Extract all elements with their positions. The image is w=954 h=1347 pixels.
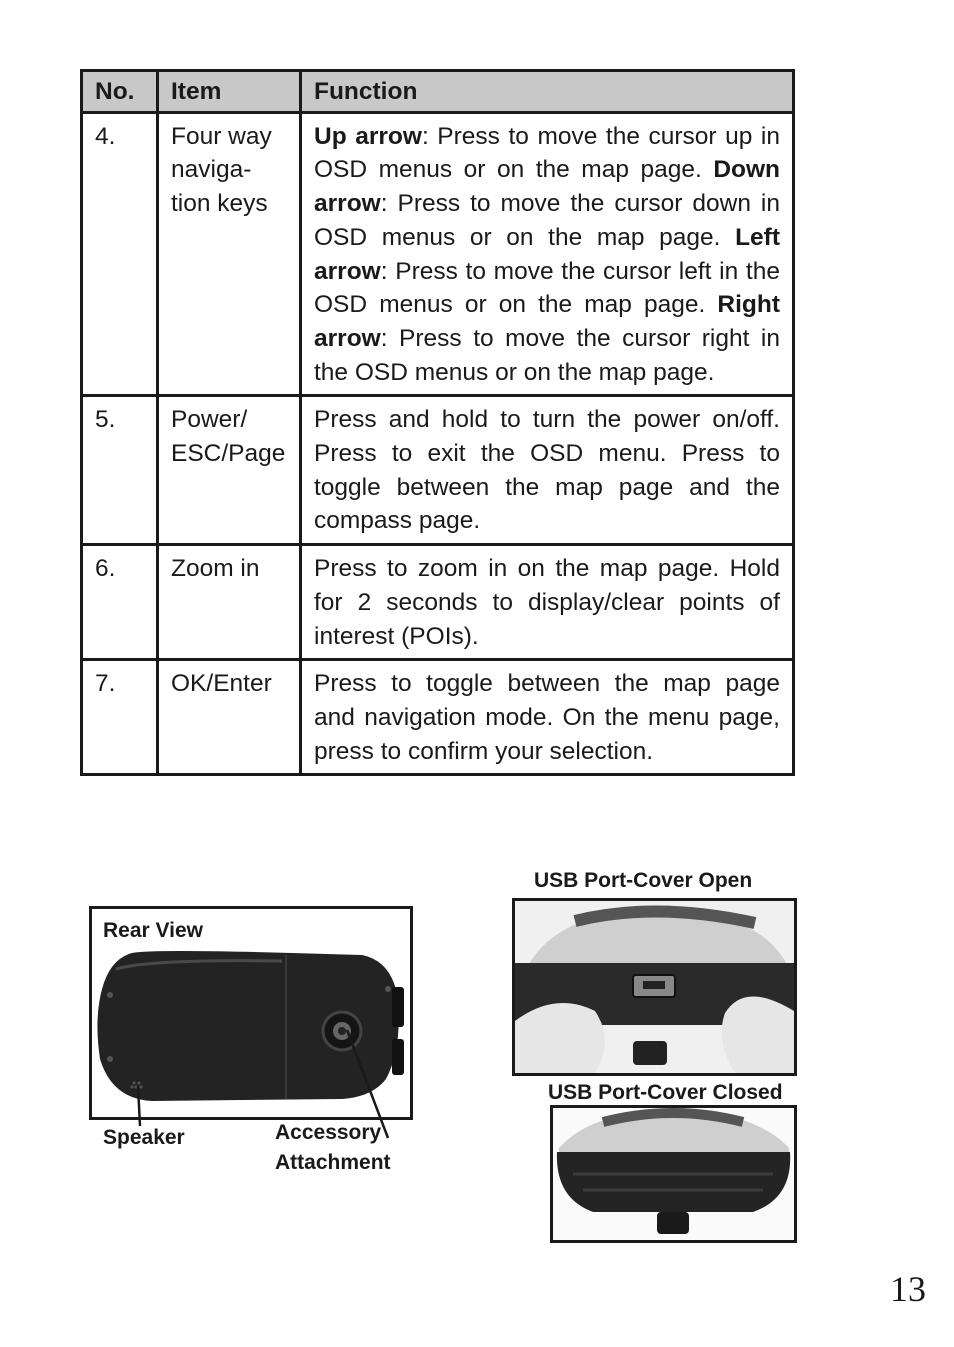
function-text: : Press to move the cursor right in the OSD menus or on the map page.: [314, 324, 780, 386]
item-line: tion keys: [171, 190, 268, 218]
function-text: Press to toggle between the map page and navigation mode. On the menu page, press to confirm your selection.: [314, 670, 780, 765]
item-line: ESC/Page: [171, 440, 286, 468]
usb-open-title: USB Port-Cover Open: [534, 869, 753, 892]
item-line: OK/Enter: [171, 670, 272, 698]
item-line: Zoom in: [171, 555, 260, 583]
item-line: Four way: [171, 122, 272, 150]
item-line: naviga-: [171, 156, 252, 184]
function-keyword: Right arrow: [314, 291, 780, 352]
function-text: Press to zoom in on the map page. Hold for 2 seconds to display/clear points of interest (POIs).: [314, 555, 780, 650]
function-text: : Press to move the cursor left in the OSD menus or on the map page.: [314, 257, 780, 319]
row-number: 6.: [82, 545, 158, 660]
function-text: : Press to move the cursor down in OSD menus or on the map page.: [314, 190, 780, 251]
usb-open-photo: [512, 898, 797, 1076]
usb-closed-photo: [550, 1105, 797, 1243]
header-no: No.: [82, 71, 158, 113]
header-function: Function: [301, 71, 794, 113]
row-number: 5.: [82, 396, 158, 545]
speaker-label: Speaker: [103, 1126, 185, 1149]
usb-closed-title: USB Port-Cover Closed: [548, 1081, 783, 1104]
item-line: Power/: [171, 406, 248, 434]
function-keyword: Left arrow: [314, 223, 780, 285]
page-number: 13: [890, 1269, 926, 1309]
rear-view-title: Rear View: [103, 919, 204, 942]
function-keyword: Down arrow: [314, 156, 780, 218]
accessory-label-line1: Accessory: [275, 1121, 382, 1144]
accessory-label-line2: Attachment: [275, 1151, 391, 1174]
row-number: 4.: [82, 112, 158, 396]
function-text: Press and hold to turn the power on/off. Press to exit the OSD menu. Press to toggle between the map page and the compass page.: [314, 406, 780, 535]
function-keyword: Up arrow: [314, 122, 422, 150]
row-number: 7.: [82, 660, 158, 775]
header-item: Item: [158, 71, 301, 113]
function-text: : Press to move the cursor up in OSD menus or on the map page.: [314, 122, 781, 184]
